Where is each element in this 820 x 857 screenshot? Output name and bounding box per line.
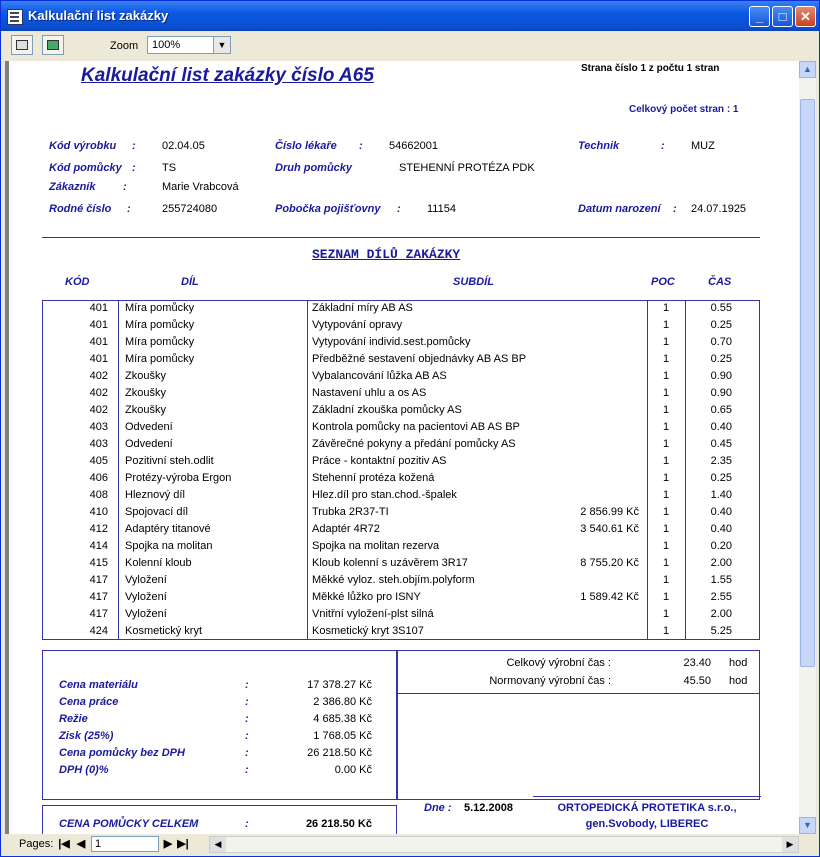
cell-kod: 406 <box>89 472 108 484</box>
table-row <box>43 607 759 624</box>
cell-kod: 401 <box>89 319 108 331</box>
chevron-down-icon[interactable]: ▼ <box>213 37 230 53</box>
divider <box>42 237 760 238</box>
cell-subdil: Spojka na molitan rezerva <box>312 540 440 552</box>
cell-subdil: Předběžné sestavení objednávky AB AS BP <box>312 353 527 365</box>
cell-poc: 1 <box>662 455 670 467</box>
cell-subdil: Závěrečné pokyny a předání pomůcky AS <box>312 438 516 450</box>
cell-dil: Hleznový díl <box>125 489 185 501</box>
datum-narozeni-label: Datum narození <box>578 203 661 215</box>
zisk-label: Zisk (25%) <box>59 730 114 742</box>
cell-cas: 2.55 <box>710 591 732 603</box>
cost-summary-box <box>42 650 397 800</box>
table-row <box>43 505 759 522</box>
zakaznik-label: Zákazník <box>49 181 96 193</box>
technik-label: Technik <box>578 140 620 152</box>
cell-poc: 1 <box>662 302 670 314</box>
cell-kod: 401 <box>89 353 108 365</box>
cell-cas: 2.00 <box>710 608 732 620</box>
table-row <box>43 573 759 590</box>
cell-kod: 414 <box>89 540 108 552</box>
cell-poc: 1 <box>662 625 670 637</box>
celkovy-cas-label: Celkový výrobní čas : <box>506 657 611 669</box>
cell-dil: Adaptéry titanové <box>125 523 211 535</box>
colon: : <box>245 679 249 691</box>
bez-dph-label: Cena pomůcky bez DPH <box>59 747 185 759</box>
cell-poc: 1 <box>662 404 670 416</box>
table-row <box>43 437 759 454</box>
cell-subdil: Měkké vyloz. steh.objím.polyform <box>312 574 475 586</box>
cell-cas: 5.25 <box>710 625 732 637</box>
cell-poc: 1 <box>662 472 670 484</box>
rezie-label: Režie <box>59 713 88 725</box>
cell-dil: Míra pomůcky <box>125 302 195 314</box>
previous-page-icon[interactable]: ◀ <box>76 838 86 850</box>
hod-unit: hod <box>729 657 748 669</box>
scroll-thumb[interactable] <box>800 99 815 667</box>
cell-subdil: Adaptér 4R72 <box>312 523 380 535</box>
cell-cas: 2.35 <box>710 455 732 467</box>
druh-pomucky-label: Druh pomůcky <box>275 162 353 174</box>
cell-dil: Protézy-výroba Ergon <box>125 472 232 484</box>
cell-price: 1 589.42 Kč <box>580 591 639 603</box>
cell-cas: 0.25 <box>710 319 732 331</box>
colon: : <box>132 140 136 152</box>
rodne-cislo-label: Rodné číslo <box>49 203 112 215</box>
cell-kod: 405 <box>89 455 108 467</box>
column-header-poc: POC <box>651 276 675 288</box>
cell-subdil: Práce - kontaktní pozitiv AS <box>312 455 447 467</box>
cell-kod: 402 <box>89 387 108 399</box>
pages-label: Pages: <box>19 838 54 850</box>
colon: : <box>132 162 136 174</box>
colon: : <box>245 764 249 776</box>
window-title: Kalkulační list zakázky <box>28 8 169 23</box>
horizontal-scrollbar[interactable] <box>209 836 799 853</box>
cell-subdil: Kosmetický kryt 3S107 <box>312 625 424 637</box>
table-row <box>43 454 759 471</box>
cell-subdil: Trubka 2R37-TI <box>312 506 389 518</box>
celkem-label: CENA POMŮCKY CELKEM <box>59 818 199 830</box>
export-icon[interactable] <box>42 35 64 55</box>
column-header-dil: DÍL <box>181 276 199 288</box>
cell-kod: 403 <box>89 421 108 433</box>
cena-prace-value: 2 386.80 Kč <box>313 696 372 708</box>
cell-kod: 402 <box>89 370 108 382</box>
cell-dil: Vyložení <box>125 574 167 586</box>
cell-kod: 424 <box>89 625 108 637</box>
normovany-cas-value: 45.50 <box>683 675 711 687</box>
cell-cas: 0.40 <box>710 506 732 518</box>
kod-pomucky-value: TS <box>162 162 177 174</box>
cena-prace-label: Cena práce <box>59 696 119 708</box>
cell-poc: 1 <box>662 540 670 552</box>
cell-cas: 0.45 <box>710 438 732 450</box>
table-row <box>43 471 759 488</box>
pobocka-label: Pobočka pojišťovny <box>275 203 381 215</box>
cell-cas: 0.70 <box>710 336 732 348</box>
cell-cas: 1.55 <box>710 574 732 586</box>
cell-cas: 0.40 <box>710 523 732 535</box>
cell-subdil: Základní míry AB AS <box>312 302 413 314</box>
cell-kod: 412 <box>89 523 108 535</box>
cell-kod: 402 <box>89 404 108 416</box>
celkem-value: 26 218.50 Kč <box>305 818 372 830</box>
table-row <box>43 590 759 607</box>
table-row <box>43 335 759 352</box>
scroll-right-icon[interactable]: ▶ <box>782 837 798 852</box>
technik-value: MUZ <box>691 140 715 152</box>
cell-cas: 0.55 <box>710 302 732 314</box>
column-header-subdil: SUBDÍL <box>453 276 494 288</box>
zoom-value: 100% <box>152 39 181 51</box>
cena-materialu-label: Cena materiálu <box>59 679 138 691</box>
cislo-lekare-label: Číslo lékaře <box>275 140 337 152</box>
cell-subdil: Stehenní protéza kožená <box>312 472 435 484</box>
celkovy-cas-value: 23.40 <box>683 657 711 669</box>
cell-cas: 0.25 <box>710 472 732 484</box>
table-row <box>43 420 759 437</box>
cell-dil: Spojka na molitan <box>125 540 213 552</box>
cell-dil: Spojovací díl <box>125 506 188 518</box>
cell-dil: Pozitivní steh.odlit <box>125 455 214 467</box>
cell-subdil: Vybalancování lůžka AB AS <box>312 370 447 382</box>
dne-label: Dne : <box>424 802 452 814</box>
cell-dil: Míra pomůcky <box>125 336 195 348</box>
table-row <box>43 352 759 369</box>
cell-kod: 401 <box>89 336 108 348</box>
druh-pomucky-value: STEHENNÍ PROTÉZA PDK <box>399 162 535 174</box>
cell-kod: 401 <box>89 302 108 314</box>
zisk-value: 1 768.05 Kč <box>313 730 372 742</box>
cell-subdil: Hlez.díl pro stan.chod.-špalek <box>312 489 457 501</box>
cell-dil: Odvedení <box>125 438 173 450</box>
toolbar <box>5 33 817 59</box>
cell-poc: 1 <box>662 353 670 365</box>
signature-line <box>533 796 761 797</box>
cell-cas: 0.20 <box>710 540 732 552</box>
section-title: SEZNAM DÍLŮ ZAKÁZKY <box>312 247 461 262</box>
cell-dil: Vyložení <box>125 591 167 603</box>
cell-subdil: Měkké lůžko pro ISNY <box>312 591 421 603</box>
cell-dil: Zkoušky <box>125 387 166 399</box>
cislo-lekare-value: 54662001 <box>389 140 438 152</box>
cell-poc: 1 <box>662 370 670 382</box>
table-row <box>43 301 759 318</box>
cell-cas: 0.65 <box>710 404 732 416</box>
cell-poc: 1 <box>662 591 670 603</box>
scroll-down-icon[interactable]: ▼ <box>799 817 816 834</box>
table-row <box>43 318 759 335</box>
dph-value: 0.00 Kč <box>334 764 372 776</box>
cell-poc: 1 <box>662 336 670 348</box>
table-row <box>43 556 759 573</box>
cell-price: 8 755.20 Kč <box>580 557 639 569</box>
close-button[interactable]: ✕ <box>795 6 816 27</box>
cell-poc: 1 <box>662 557 670 569</box>
minimize-button[interactable]: _ <box>749 6 770 27</box>
cell-subdil: Vytypování individ.sest.pomůcky <box>312 336 471 348</box>
cell-price: 3 540.61 Kč <box>580 523 639 535</box>
first-page-icon[interactable]: |◀ <box>58 838 70 850</box>
cell-poc: 1 <box>662 438 670 450</box>
cell-poc: 1 <box>662 608 670 620</box>
kod-vyrobku-value: 02.04.05 <box>162 140 205 152</box>
cell-poc: 1 <box>662 421 670 433</box>
signature-box <box>397 693 760 800</box>
normovany-cas-label: Normovaný výrobní čas : <box>489 675 611 687</box>
cell-dil: Míra pomůcky <box>125 319 195 331</box>
zakaznik-value: Marie Vrabcová <box>162 181 239 193</box>
cell-poc: 1 <box>662 506 670 518</box>
cell-dil: Odvedení <box>125 421 173 433</box>
cell-subdil: Kontrola pomůcky na pacientovi AB AS BP <box>312 421 520 433</box>
cell-price: 2 856.99 Kč <box>580 506 639 518</box>
zoom-select[interactable] <box>147 36 231 54</box>
cell-dil: Míra pomůcky <box>125 353 195 365</box>
company-line-1: ORTOPEDICKÁ PROTETIKA s.r.o., <box>557 802 737 814</box>
cell-kod: 410 <box>89 506 108 518</box>
cell-dil: Kolenní kloub <box>125 557 192 569</box>
cell-poc: 1 <box>662 489 670 501</box>
last-page-icon[interactable]: ▶| <box>177 838 189 850</box>
status-bar <box>1 834 819 856</box>
dph-label: DPH (0)% <box>59 764 109 776</box>
kod-pomucky-label: Kód pomůcky <box>49 162 122 174</box>
colon: : <box>127 203 131 215</box>
total-pages: Celkový počet stran : 1 <box>629 104 739 115</box>
colon: : <box>397 203 401 215</box>
page-info: Strana číslo 1 z počtu 1 stran <box>581 63 720 74</box>
next-page-icon[interactable]: ▶ <box>163 838 173 850</box>
cell-cas: 0.90 <box>710 387 732 399</box>
cell-cas: 0.25 <box>710 353 732 365</box>
report-title: Kalkulační list zakázky číslo A65 <box>81 65 374 86</box>
zoom-label: Zoom <box>110 40 139 52</box>
table-row <box>43 369 759 386</box>
cell-cas: 1.40 <box>710 489 732 501</box>
cell-dil: Kosmetický kryt <box>125 625 203 637</box>
kod-vyrobku-label: Kód výrobku <box>49 140 117 152</box>
colon: : <box>245 747 249 759</box>
cell-kod: 417 <box>89 608 108 620</box>
print-icon[interactable] <box>11 35 33 55</box>
parts-table <box>42 300 760 640</box>
cell-subdil: Vnitřní vyložení-plst silná <box>312 608 434 620</box>
cell-cas: 2.00 <box>710 557 732 569</box>
cell-dil: Zkoušky <box>125 370 166 382</box>
table-row <box>43 539 759 556</box>
cell-kod: 403 <box>89 438 108 450</box>
colon: : <box>661 140 665 152</box>
report-page <box>9 61 799 834</box>
rodne-cislo-value: 255724080 <box>162 203 218 215</box>
cena-materialu-value: 17 378.27 Kč <box>307 679 372 691</box>
cell-poc: 1 <box>662 523 670 535</box>
table-row <box>43 488 759 505</box>
colon: : <box>245 696 249 708</box>
scroll-left-icon[interactable]: ◀ <box>210 837 226 852</box>
cell-kod: 417 <box>89 591 108 603</box>
company-line-2: gen.Svobody, LIBEREC <box>585 818 709 830</box>
colon: : <box>123 181 127 193</box>
colon: : <box>245 713 249 725</box>
table-row <box>43 624 759 641</box>
title-bar <box>1 1 819 31</box>
cell-subdil: Nastavení uhlu a os AS <box>312 387 427 399</box>
cell-poc: 1 <box>662 574 670 586</box>
colon: : <box>359 140 363 152</box>
app-icon <box>7 9 23 25</box>
cell-kod: 417 <box>89 574 108 586</box>
cell-dil: Zkoušky <box>125 404 166 416</box>
colon: : <box>673 203 677 215</box>
cell-subdil: Kloub kolenní s uzávěrem 3R17 <box>312 557 468 569</box>
scroll-up-icon[interactable]: ▲ <box>799 61 816 78</box>
pobocka-value: 11154 <box>427 203 456 215</box>
dne-value: 5.12.2008 <box>464 802 513 814</box>
rezie-value: 4 685.38 Kč <box>313 713 372 725</box>
table-row <box>43 403 759 420</box>
cell-subdil: Vytypování opravy <box>312 319 403 331</box>
colon: : <box>245 818 249 830</box>
table-row <box>43 386 759 403</box>
cell-cas: 0.90 <box>710 370 732 382</box>
cell-cas: 0.40 <box>710 421 732 433</box>
colon: : <box>245 730 249 742</box>
cell-poc: 1 <box>662 387 670 399</box>
hod-unit: hod <box>729 675 748 687</box>
report-viewport <box>5 61 799 834</box>
cell-kod: 408 <box>89 489 108 501</box>
cell-kod: 415 <box>89 557 108 569</box>
table-row <box>43 522 759 539</box>
column-header-kod: KÓD <box>65 276 90 288</box>
cell-subdil: Základní zkouška pomůcky AS <box>312 404 462 416</box>
vertical-scrollbar[interactable] <box>799 61 816 834</box>
maximize-button[interactable]: □ <box>772 6 793 27</box>
column-header-cas: ČAS <box>708 276 732 288</box>
datum-narozeni-value: 24.07.1925 <box>691 203 747 215</box>
cell-poc: 1 <box>662 319 670 331</box>
cell-dil: Vyložení <box>125 608 167 620</box>
page-number-input[interactable]: 1 <box>91 836 159 852</box>
bez-dph-value: 26 218.50 Kč <box>307 747 372 759</box>
